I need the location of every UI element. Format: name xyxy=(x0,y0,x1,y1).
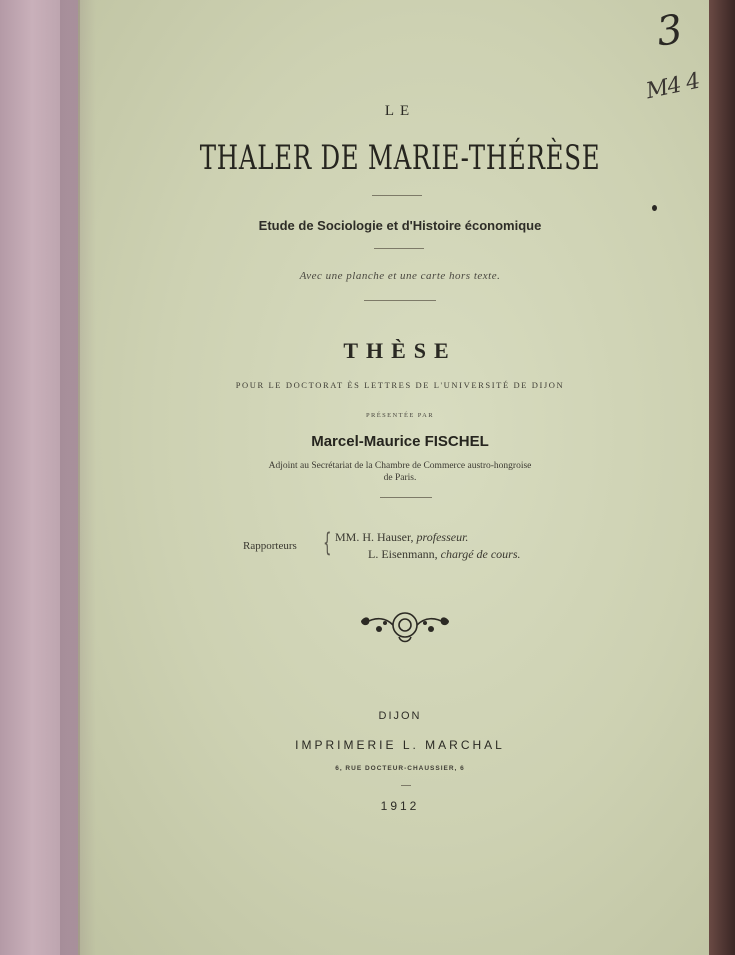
rapporteur-first xyxy=(335,530,468,545)
divider-rule xyxy=(380,497,432,498)
rapporteurs-label: Rapporteurs xyxy=(243,540,297,552)
thesis-purpose: POUR LE DOCTORAT ÈS LETTRES DE L'UNIVERSITÉ DE DIJON xyxy=(235,380,565,390)
rapporteur-first-name: MM. H. Hauser, xyxy=(335,530,414,544)
book-cover-edge xyxy=(709,0,735,955)
title-article: LE xyxy=(384,103,416,119)
author-name: Marcel-Maurice FISCHEL xyxy=(311,433,489,450)
divider-rule xyxy=(401,785,411,786)
author-affiliation-line2: de Paris. xyxy=(383,473,417,483)
divider-rule xyxy=(364,300,436,301)
divider-rule xyxy=(372,195,422,196)
rapporteur-second-role: chargé de cours. xyxy=(440,547,521,561)
ink-spot xyxy=(652,205,657,211)
publication-year: 1912 xyxy=(380,799,420,813)
publication-city: DIJON xyxy=(378,710,422,722)
thesis-heading: THÈSE xyxy=(343,338,457,363)
rapporteur-second xyxy=(368,547,521,562)
book-subtitle: Etude de Sociologie et d'Histoire économique xyxy=(258,218,542,233)
printer-address: 6, RUE DOCTEUR-CHAUSSIER, 6 xyxy=(335,765,465,772)
presented-by: PRÉSENTÉE PAR xyxy=(366,412,434,419)
book-title: THALER DE MARIE-THÉRÈSE xyxy=(199,138,601,178)
printers-ornament-icon xyxy=(355,603,455,648)
brace-glyph: { xyxy=(323,528,332,558)
handwritten-shelfmark: M4 4 xyxy=(643,68,702,105)
author-affiliation xyxy=(90,460,710,484)
rapporteur-first-role: professeur. xyxy=(416,530,469,544)
divider-rule xyxy=(374,248,424,249)
printer-name: IMPRIMERIE L. MARCHAL xyxy=(295,738,505,752)
rapporteur-second-name: L. Eisenmann, xyxy=(368,547,438,561)
author-affiliation-line1: Adjoint au Secrétariat de la Chambre de Commerce austro-hongroise xyxy=(268,461,532,471)
plates-note: Avec une planche et une carte hors texte. xyxy=(299,270,501,282)
handwritten-number: 3 xyxy=(653,6,686,56)
